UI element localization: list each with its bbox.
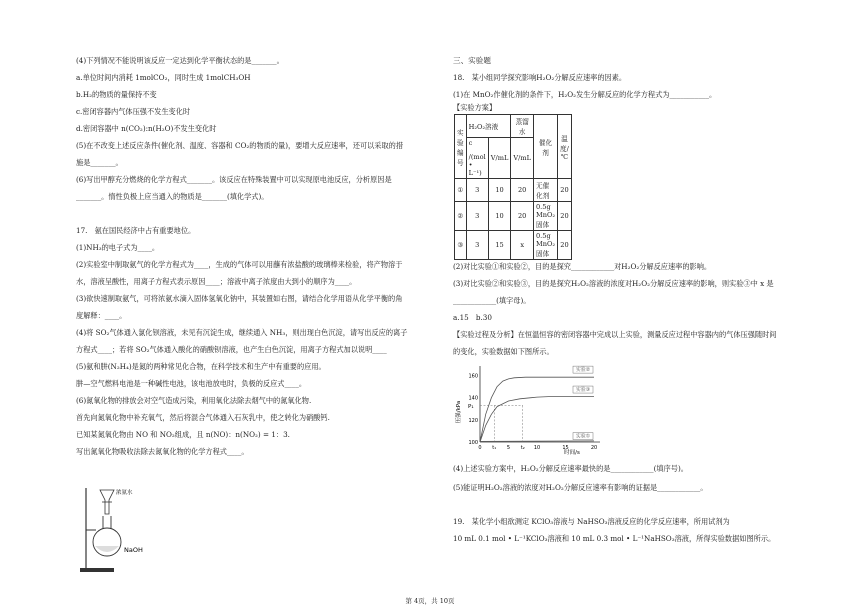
row2-temp: 20 [558,202,572,231]
table-row [455,179,572,202]
question-17-part6-line4: 写出氮氧化物吸收法除去氮氧化物的化学方程式____。 [76,447,249,456]
row3-cat: 0.5g MnO₂固体 [533,231,557,260]
table-header-c: c [468,139,473,147]
question-18-title: 18. 某小组同学探究影响H₂O₂分解反应速率的因素。 [453,73,627,82]
row3-temp: 20 [558,231,572,260]
question-17-part5-cont: 肼—空气燃料电池是一种碱性电池，该电池放电时，负极的反应式____。 [76,379,307,388]
question-17-part6-line3: 已知某氮氧化物由 NO 和 NO₂组成，且 n(NO)：n(NO₂) = 1：3. [76,430,290,439]
pressure-time-chart [454,362,614,457]
table-header-water: 蒸馏水 [511,115,534,138]
chart-y-tick-label: 100 [468,440,478,446]
question-17-title: 17. 氨在国民经济中占有重要地位。 [76,226,196,235]
question-18-choices: a.15 b.30 [453,313,492,322]
table-header-temp: 温度/℃ [558,115,572,179]
chart-y-tick-label: 140 [468,395,478,402]
question-17-part4-cont: 方程式____；若将 SO₂气体通入酸化的硝酸钡溶液，也产生白色沉淀，用离子方程式加以说明____ [76,345,387,354]
question-18-part2: (2)对比实验①和实验②，目的是探究____________对H₂O₂分解反应速率的影响。 [453,262,712,271]
chart-y-tick-label: 160 [468,373,478,380]
apparatus-label-ammonia: 浓氨水 [116,490,133,496]
table-header-conc [466,138,488,179]
row3-v2: x [511,231,534,260]
option-a: a.单位时间内消耗 1molCO₂，同时生成 1molCH₃OH [76,73,251,82]
question-17-part3: (3)欲快速制取氨气，可将浓氨水滴入固体氢氧化钠中，其装置如右图，请结合化学用语从化学平衡的角 [76,294,403,303]
process-analysis-heading: 【实验过程及分析】在恒温恒容的密闭容器中完成以上实验，测量反应过程中容器内的气体压强随时间 [453,330,777,339]
row2-no: ② [455,202,467,231]
table-header-h2o2: H₂O₂溶液 [466,115,511,138]
question-16-part6-cont: _______。惰性负极上应当通入的物质是_______(填化学式)。 [76,192,269,201]
chart-ylabel: 压强/kPa [456,400,462,424]
table-header-no: 实验编号 [455,115,467,179]
experiment-plan-heading: 【实验方案】 [453,103,497,112]
question-17-part5: (5)氨和肼(N₂H₄)是氮的两种常见化合物，在科学技术和生产中有重要的应用。 [76,362,326,371]
chart-series-label: 实验① [575,433,591,440]
chart-series-label: 实验③ [575,387,591,394]
table-row [455,202,572,231]
row1-v2: 20 [511,179,534,202]
page-number: 第 4页，共 10页 [405,597,455,605]
question-17-part4: (4)将 SO₂气体通入氯化钡溶液，未见有沉淀生成，继续通入 NH₃，则出现白色沉淀，请写出反应的离子 [76,328,408,337]
table-header-vol1: V/mL [488,138,511,179]
question-17-part2-cont: 水，溶液呈酸性，用离子方程式表示原因____；溶液中离子浓度由大到小的顺序为____。 [76,277,357,286]
row3-c: 3 [466,231,488,260]
apparatus-label-naoh: NaOH [124,546,143,554]
question-16-part4: (4)下列情况不能说明该反应一定达到化学平衡状态的是_______。 [76,56,284,65]
chart-p1-label: P₁ [468,404,474,410]
chart-x-tick-label: 5 [506,445,511,451]
table-row [455,231,572,260]
row2-v1: 10 [488,202,511,231]
row3-v1: 15 [488,231,511,260]
row1-no: ① [455,179,467,202]
question-18-part5: (5)能证明H₂O₂溶液的浓度对H₂O₂分解反应速率有影响的证据是____________。 [453,483,708,492]
table-header-conc-unit: /(mol • L⁻¹) [468,153,486,177]
question-17-part6-line2: 首先向氮氧化物中补充氧气，然后将混合气体通入石灰乳中，使之转化为硝酸钙. [76,413,330,422]
ammonia-apparatus-figure [78,482,158,574]
question-16-part5: (5)在不改变上述反应条件(催化剂、温度、容器和 CO₂的物质的量)，要增大反应速率，还可以采取的措 [76,141,404,150]
process-analysis-cont: 的变化，实验数据如下图所示。 [453,347,554,356]
chart-series-line [480,441,594,442]
row2-v2: 20 [511,202,534,231]
question-17-part2: (2)实验室中制取氨气的化学方程式为____，生成的气体可以用蘸有浓盐酸的玻璃棒来检验，将产物溶于 [76,260,403,269]
table-header-vol2: V/mL [511,138,534,179]
option-d: d.密闭容器中 n(CO₂):n(H₂O)不发生变化时 [76,124,217,133]
chart-x-tick-label: 0 [478,445,482,451]
chart-x-tick-label: 20 [590,445,598,451]
option-b: b.H₂的物质的量保持不变 [76,90,157,99]
question-17-part6: (6)氮氧化物的排放会对空气造成污染，利用氧化法除去烟气中的氮氧化物. [76,396,312,405]
experiment-table [454,114,572,260]
table-header-catalyst: 催化剂 [533,115,557,179]
question-17-part3-cont: 度解释：____。 [76,311,127,320]
row1-temp: 20 [558,179,572,202]
question-16-part5-cont: 施是_______。 [76,158,123,167]
question-18-part3-cont: ____________(填字母)。 [453,296,531,305]
chart-x-tick-label: 15 [562,445,569,451]
chart-x-tick-label: t₁ [492,445,497,451]
question-18-part4: (4)上述实验方案中，H₂O₂分解反应速率最快的是____________(填序号)。 [453,464,688,473]
row1-cat: 无催化剂 [533,179,557,202]
option-c: c.密闭容器内气体压强不发生变化时 [76,107,191,116]
question-16-part6: (6)写出甲醇充分燃烧的化学方程式_______。该反应在特殊装置中可以实现原电池反应，分析原因是 [76,175,392,184]
row2-cat: 0.5g MnO₂固体 [533,202,557,231]
chart-xlabel: 时间/s [564,450,580,456]
chart-x-tick-label: t₂ [520,445,525,451]
row1-c: 3 [466,179,488,202]
chart-series-label: 实验② [575,367,591,374]
question-17-part1: (1)NH₃的电子式为____。 [76,243,160,252]
question-19-title: 19. 某化学小组欲测定 KClO₃溶液与 NaHSO₃溶液反应的化学反应速率，所用试剂为 [453,517,730,526]
question-19-reagents: 10 mL 0.1 mol • L⁻¹KClO₃溶液和 10 mL 0.3 mol • L⁻¹NaHSO₃溶液，所得实验数据如图所示。 [453,534,776,543]
chart-y-tick-label: 120 [468,417,478,424]
section-experiment-title: 三、实验题 [453,56,491,65]
row3-no: ③ [455,231,467,260]
question-18-part3: (3)对比实验②和实验③，目的是探究H₂O₂溶液的浓度对H₂O₂分解反应速率的影响，则实验③中 x 是 [453,279,774,288]
row2-c: 3 [466,202,488,231]
chart-x-tick-label: 10 [533,445,541,451]
row1-v1: 10 [488,179,511,202]
question-18-part1: (1)在 MnO₂作催化剂的条件下，H₂O₂发生分解反应的化学方程式为___________。 [453,90,717,99]
stand-base [80,568,114,572]
